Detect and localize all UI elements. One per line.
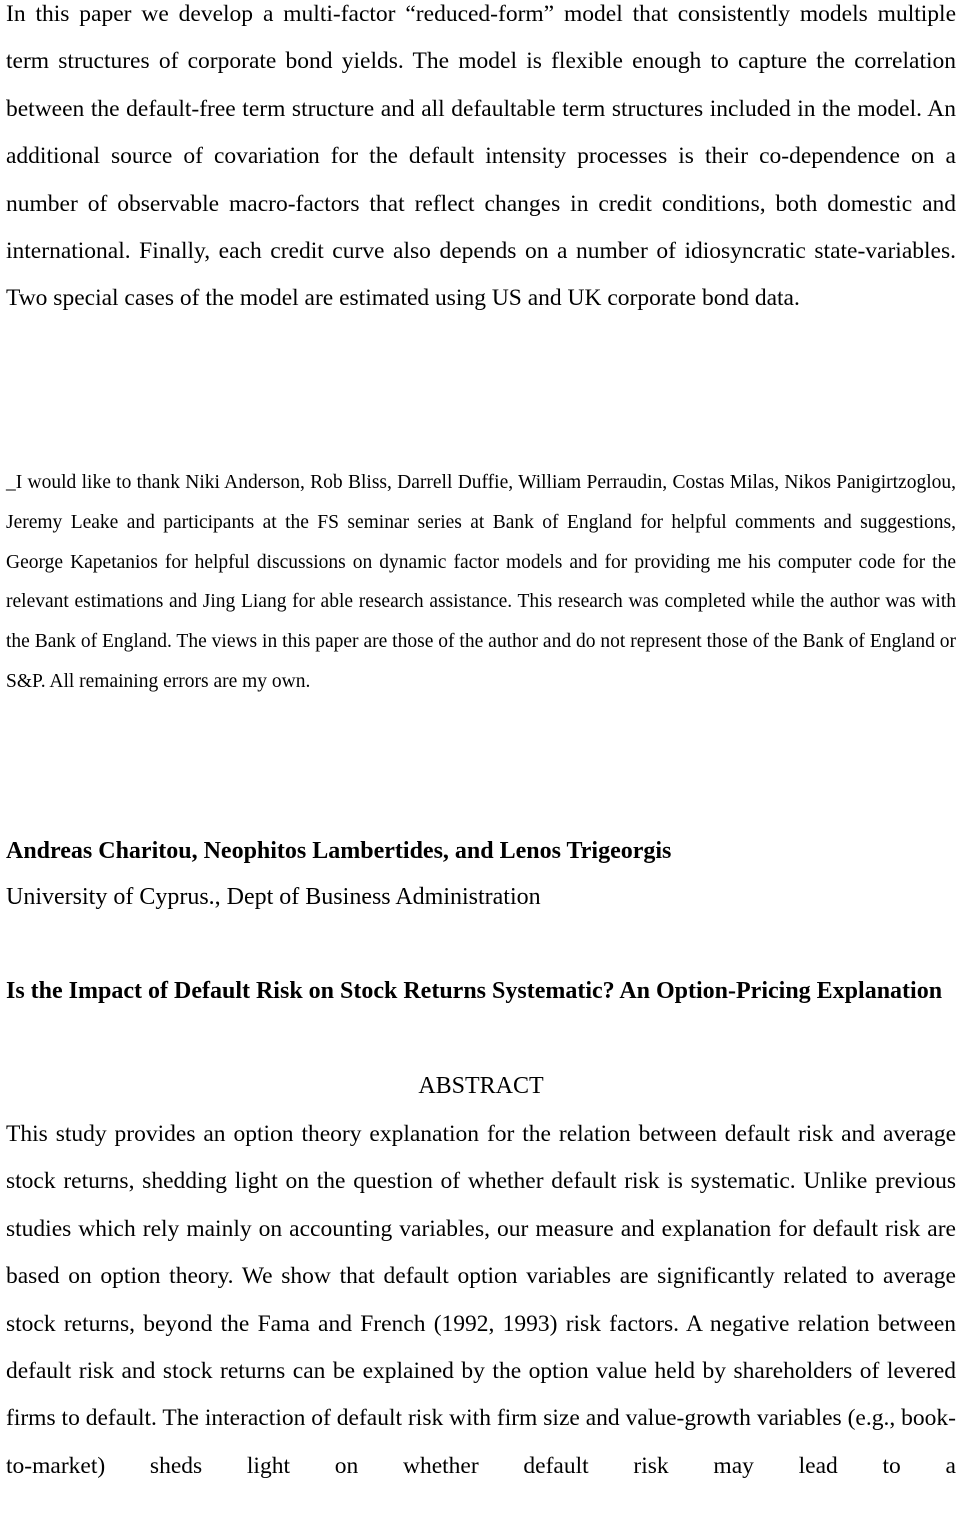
intro-paragraph: In this paper we develop a multi-factor “reduced-form” model that consistently models multiple term structures of corporate bond yields. The model is flexible enough to capture the correlation between the default-free term structure and all defaultable term structures included in the model. An additional source of covariation for the default intensity processes is their co-dependence on a number of observable macro-factors that reflect changes in credit conditions, both domestic and international. Finally, each credit curve also depends on a number of idiosyncratic state-variables. Two special cases of the model are estimated using US and UK corporate bond data. — [6, 1, 956, 312]
author-affiliation: University of Cyprus., Dept of Business Administration — [6, 884, 541, 910]
paper-title: Is the Impact of Default Risk on Stock Returns Systematic? An Option-Pricing Explanation — [6, 978, 943, 1004]
abstract-heading: ABSTRACT — [418, 1073, 544, 1099]
acknowledgement-footnote: _I would like to thank Niki Anderson, Rob Bliss, Darrell Duffie, William Perraudin, Costas Milas, Nikos Panigirtzoglou, Jeremy Leake and participants at the FS seminar series at Bank of England for helpful comments and suggestions, George Kapetanios for helpful discussions on dynamic factor models and for providing me his computer code for the relevant estimations and Jing Liang for able research assistance. This research was completed while the author was with the Bank of England. The views in this paper are those of the author and do not represent those of the Bank of England or S&P. All remaining errors are my own. — [6, 472, 956, 692]
author-names: Andreas Charitou, Neophitos Lambertides, and Lenos Trigeorgis — [6, 838, 672, 864]
abstract-text: This study provides an option theory explanation for the relation between default risk and average stock returns, shedding light on the question of whether default risk is systematic. Unlike previous studies which rely mainly on accounting variables, our measure and explanation for default risk are based on option theory. We show that default option variables are significantly related to average stock returns, beyond the Fama and French (1992, 1993) risk factors. A negative relation between default risk and stock returns can be explained by the option value held by shareholders of levered firms to default. The interaction of default risk with firm size and value-growth variables (e.g., book-to-market) sheds light on whether default risk may lead to a — [6, 1121, 956, 1479]
